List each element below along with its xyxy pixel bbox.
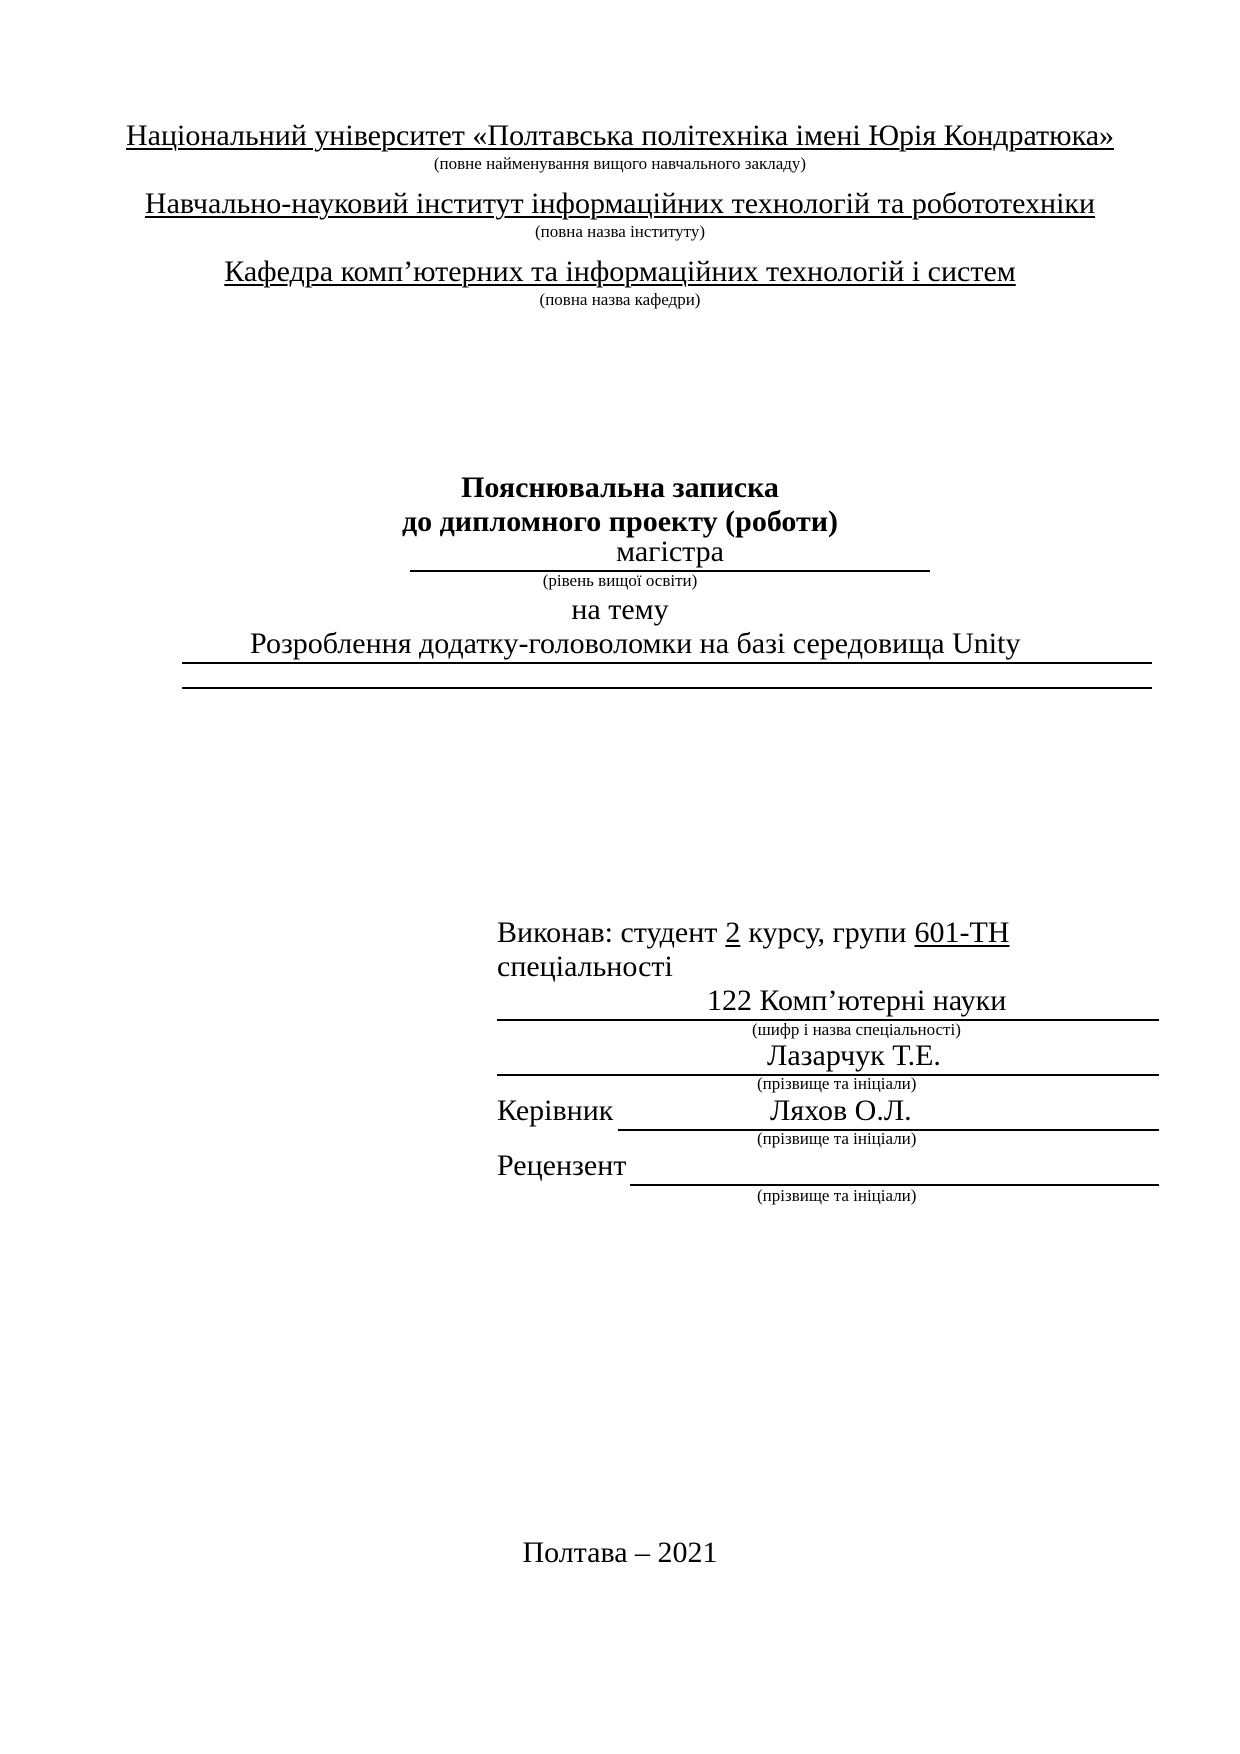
- supervisor-name: Ляхов О.Л.: [770, 1094, 912, 1127]
- course-group-label: курсу, групи: [748, 916, 907, 949]
- document-subtitle: до дипломного проекту (роботи): [401, 505, 839, 538]
- reviewer-field: [630, 1148, 1159, 1186]
- topic-field: [182, 626, 1152, 664]
- group-code: 601-ТН: [914, 916, 1010, 949]
- specialty-label: спеціальності: [497, 950, 673, 983]
- topic-text: Розроблення додатку-головоломки на базі середовища Unity: [250, 627, 1021, 660]
- student-row: [497, 915, 1009, 951]
- student-name-field: [497, 1038, 1159, 1076]
- course-number: 2: [725, 916, 741, 949]
- reviewer-caption: (прізвище та ініціали): [757, 1186, 917, 1205]
- supervisor-label: Керівник: [497, 1094, 614, 1127]
- university-name: Національний університет «Полтавська політехніка імені Юрія Кондратюка»: [125, 119, 1115, 152]
- degree-level-field: [410, 534, 930, 572]
- specialty-caption: (шифр і назва спеціальності): [752, 1020, 961, 1039]
- institute-name: Навчально-науковий інститут інформаційних технологій та робототехніки: [144, 187, 1096, 220]
- specialty-value: 122 Комп’ютерні науки: [707, 984, 1007, 1017]
- topic-extra-line: [182, 687, 1152, 689]
- student-name-caption: (прізвище та ініціали): [757, 1074, 917, 1093]
- institute-caption: (повна назва інституту): [534, 222, 706, 241]
- department-caption: (повна назва кафедри): [539, 290, 701, 309]
- reviewer-label: Рецензент: [497, 1149, 627, 1182]
- supervisor-field: [618, 1093, 1159, 1131]
- university-caption: (повне найменування вищого навчального закладу): [433, 154, 807, 173]
- city-year: Полтава – 2021: [522, 1536, 718, 1569]
- document-title: Пояснювальна записка: [461, 471, 779, 504]
- degree-level-caption: (рівень вищої освіти): [542, 571, 698, 590]
- student-name: Лазарчук Т.Е.: [767, 1039, 941, 1072]
- degree-level: магістра: [616, 535, 724, 568]
- supervisor-caption: (прізвище та ініціали): [757, 1129, 917, 1148]
- department-name: Кафедра комп’ютерних та інформаційних технологій і систем: [224, 255, 1016, 288]
- specialty-field: [497, 983, 1159, 1021]
- done-by-label: Виконав: студент: [497, 916, 718, 949]
- topic-label: на тему: [571, 593, 669, 626]
